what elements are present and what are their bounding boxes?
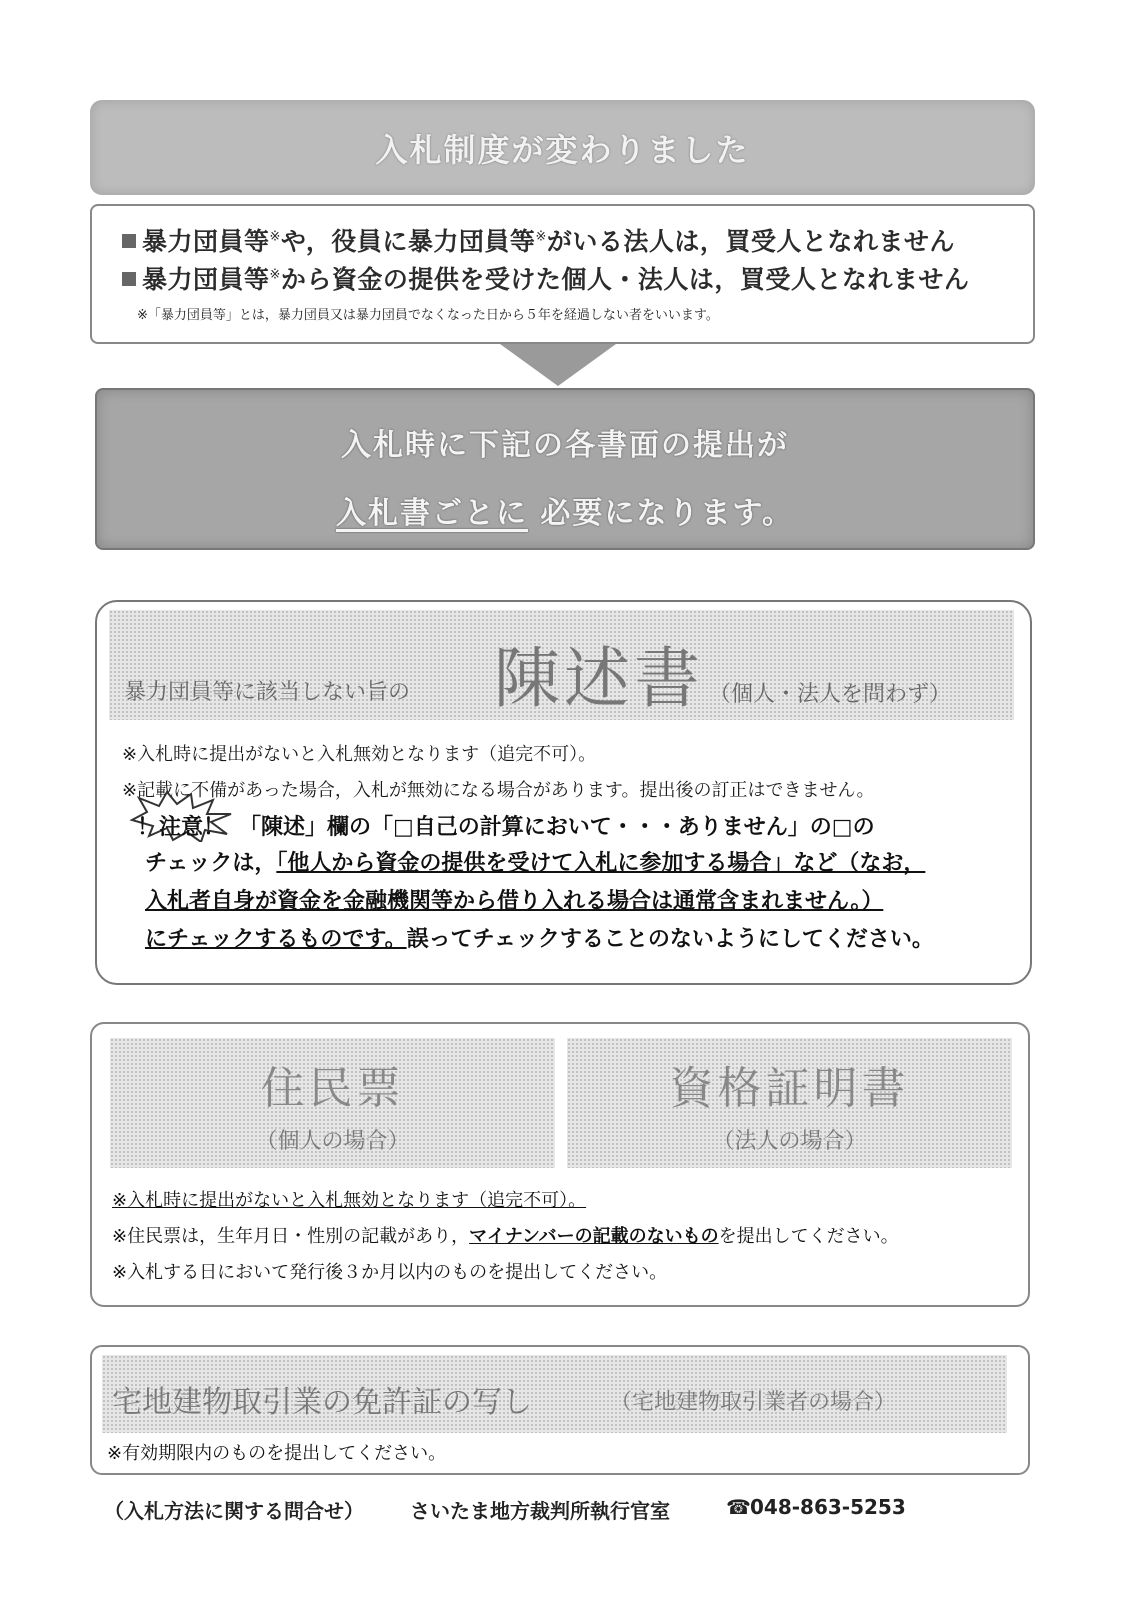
documents-box — [90, 1022, 1030, 1307]
header-banner — [90, 100, 1035, 195]
qualification-cert-cell — [567, 1038, 1012, 1168]
page-title: 入札制度が変わりました — [375, 130, 750, 169]
phone-icon: ☎ — [726, 1495, 751, 1519]
statement-note-2: ※記載に不備があった場合，入札が無効になる場合があります。提出後の訂正はできません。 — [122, 780, 875, 801]
license-box — [90, 1345, 1030, 1475]
rule-line-2 — [122, 260, 969, 296]
documents-note-text: を提出してください。 — [718, 1226, 899, 1247]
documents-note-text: ※入札時に提出がないと入札無効となります（追完不可）。 — [112, 1190, 587, 1211]
license-title: 宅地建物取引業の免許証の写し — [112, 1385, 532, 1420]
square-bullet-icon — [122, 272, 136, 286]
qualification-cert-subtitle: （法人の場合） — [712, 1128, 867, 1154]
resident-record-title: 住民票 — [260, 1062, 405, 1114]
caution-text: 誤ってチェックすることのないようにしてください。 — [406, 927, 934, 952]
license-note: ※有効期限内のものを提出してください。 — [107, 1443, 447, 1464]
qualification-cert-title: 資格証明書 — [669, 1062, 910, 1114]
rule-line-1 — [122, 222, 955, 258]
requirement-emphasis: 入札書ごとに — [335, 496, 528, 531]
caution-emphasis: 「他人から資金の提供を受けて入札に参加する場合」など（なお， — [276, 851, 926, 876]
rule-text: から資金の提供を受けた個人・法人は，買受人となれません — [280, 265, 970, 294]
caution-line-2 — [145, 846, 925, 877]
statement-title-bar — [109, 610, 1014, 720]
caution-line-4 — [145, 922, 934, 953]
documents-note-emphasis: マイナンバーの記載のないもの — [469, 1226, 719, 1247]
caution-emphasis: 入札者自身が資金を金融機関等から借り入れる場合は通常含まれません。） — [145, 889, 884, 914]
caution-emphasis: にチェックするものです。 — [145, 927, 407, 952]
caution-line-1: 「陳述」欄の「□自己の計算において・・・ありません」の□の — [239, 815, 875, 840]
statement-box — [95, 600, 1032, 985]
caution-line-3 — [145, 884, 883, 915]
rule-text: がいる法人は，買受人となれません — [546, 227, 955, 256]
footer-office: さいたま地方裁判所執行官室 — [410, 1499, 670, 1523]
statement-note-1: ※入札時に提出がないと入札無効となります（追完不可）。 — [122, 744, 597, 765]
rules-footnote: ※「暴力団員等」とは，暴力団員又は暴力団員でなくなった日から５年を経過しない者をいいます。 — [137, 308, 719, 323]
requirement-banner — [95, 388, 1035, 550]
resident-record-cell — [110, 1038, 555, 1168]
resident-record-subtitle: （個人の場合） — [255, 1128, 410, 1154]
rule-text: 暴力団員等 — [142, 227, 270, 256]
license-title-bar — [102, 1355, 1007, 1433]
requirement-line-1: 入札時に下記の各書面の提出が — [341, 428, 789, 463]
license-subtitle: （宅地建物取引業者の場合） — [610, 1390, 897, 1415]
rules-box — [90, 204, 1035, 344]
requirement-line-2 — [97, 488, 1033, 532]
documents-note-2 — [112, 1222, 899, 1248]
statement-title: 陳述書 — [494, 640, 704, 717]
documents-note-3: ※入札する日において発行後３か月以内のものを提出してください。 — [112, 1262, 668, 1283]
statement-post-text: （個人・法人を問わず） — [709, 682, 952, 707]
footnote-mark: ※ — [535, 229, 547, 245]
footer-phone: 048-863-5253 — [750, 1495, 906, 1519]
rule-text: や，役員に暴力団員等 — [280, 227, 536, 256]
footer-inquiry-label: （入札方法に関する問合せ） — [104, 1499, 364, 1523]
documents-note-text: ※住民票は，生年月日・性別の記載があり， — [112, 1226, 470, 1247]
caution-label: ！注意！ — [137, 815, 226, 840]
rule-text: 暴力団員等 — [142, 265, 270, 294]
requirement-text: 必要になります。 — [527, 496, 795, 531]
caution-text: チェックは， — [145, 851, 277, 876]
footnote-mark: ※ — [269, 267, 281, 283]
documents-note-1 — [112, 1186, 586, 1212]
statement-pre-text: 暴力団員等に該当しない旨の — [124, 680, 411, 705]
down-arrow-icon — [500, 344, 616, 386]
square-bullet-icon — [122, 234, 136, 248]
footnote-mark: ※ — [269, 229, 281, 245]
